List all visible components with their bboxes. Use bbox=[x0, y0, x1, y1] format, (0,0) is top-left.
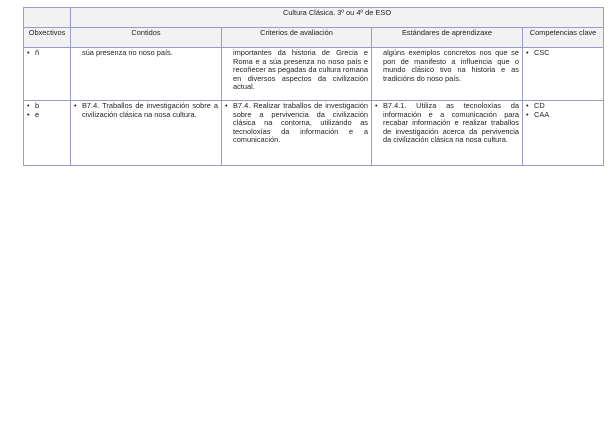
competence-item: • CAA bbox=[526, 111, 600, 120]
criteria-list bbox=[225, 102, 368, 145]
criteria-cell bbox=[222, 101, 372, 166]
objective-item: • ñ bbox=[27, 49, 67, 58]
competences-cell bbox=[523, 101, 604, 166]
criteria-text: importantes da historia de Grecia e Roma e a súa presenza no noso país e recoñecer as pegadas da cultura romana en diversos aspectos da civilización actual. bbox=[233, 48, 368, 92]
standards-cell bbox=[372, 101, 523, 166]
competence-item: • CD bbox=[526, 102, 600, 111]
table-title: Cultura Clásica. 3º ou 4º de ESO bbox=[71, 8, 604, 28]
contents-text: súa presenza no noso país. bbox=[82, 48, 173, 57]
standards-list bbox=[375, 102, 519, 145]
contents-list bbox=[74, 102, 218, 119]
objectives-list bbox=[27, 49, 67, 58]
contents-text: • B7.4. Traballos de investigación sobre a civilización clásica na nosa cultura. bbox=[74, 102, 218, 119]
contents-cell bbox=[71, 101, 222, 166]
curriculum-table bbox=[23, 7, 604, 166]
competences-cell bbox=[523, 48, 604, 101]
header-criteria: Criterios de avaliación bbox=[222, 28, 372, 48]
objective-item: • e bbox=[27, 111, 67, 120]
title-row bbox=[24, 8, 604, 28]
header-objectives: Obxectivos bbox=[24, 28, 71, 48]
header-contents: Contidos bbox=[71, 28, 222, 48]
header-standards: Estándares de aprendizaxe bbox=[372, 28, 523, 48]
header-empty-cell bbox=[24, 8, 71, 28]
objectives-cell bbox=[24, 48, 71, 101]
column-header-row bbox=[24, 28, 604, 48]
competence-item: • CSC bbox=[526, 49, 600, 58]
table-row bbox=[24, 101, 604, 166]
objective-item: • b bbox=[27, 102, 67, 111]
header-competences: Competencias clave bbox=[523, 28, 604, 48]
criteria-text: • B7.4. Realizar traballos de investigación sobre a pervivencia da civilización clásica na contorna, utilizando as tecnoloxías da información e a comunicación. bbox=[225, 102, 368, 145]
contents-cell bbox=[71, 48, 222, 101]
objectives-list bbox=[27, 102, 67, 119]
objectives-cell bbox=[24, 101, 71, 166]
standards-text: algúns exemplos concretos nos que se pon de manifesto a influencia que o mundo clásico tivo na historia e as tradicións do noso país. bbox=[383, 48, 519, 83]
criteria-cell bbox=[222, 48, 372, 101]
standards-text: • B7.4.1. Utiliza as tecnoloxías da información e a comunicación para recabar información e realizar traballos de investigación acerca da pervivencia da civilización clásica na nosa cultura. bbox=[375, 102, 519, 145]
competences-list bbox=[526, 102, 600, 119]
standards-cell bbox=[372, 48, 523, 101]
competences-list bbox=[526, 49, 600, 58]
table-row bbox=[24, 48, 604, 101]
